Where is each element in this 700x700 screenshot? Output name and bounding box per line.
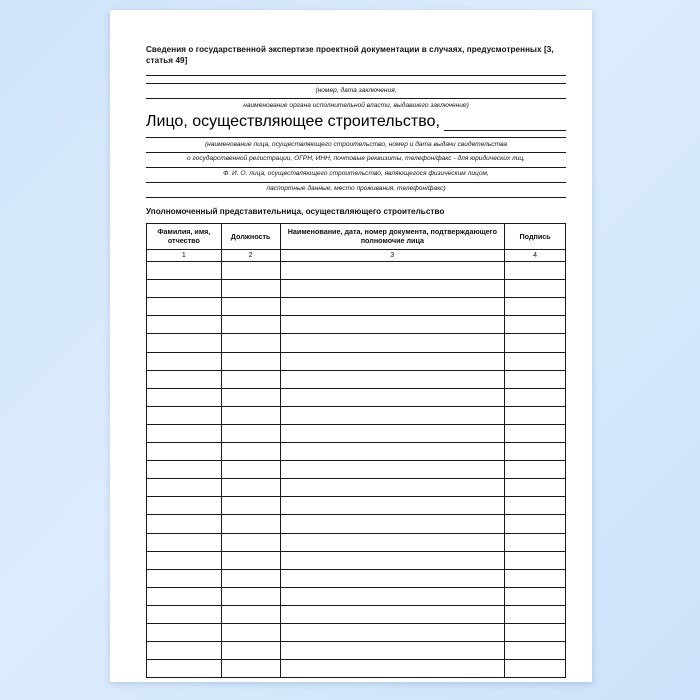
- caption-registration: о государственной регистрации, ОГРН, ИНН, почтовые реквизиты, телефон/факс - для юридических лиц,: [187, 155, 525, 163]
- document-content: [146, 44, 566, 672]
- fill-rule[interactable]: [146, 197, 566, 198]
- table-cell[interactable]: [147, 515, 222, 533]
- table-cell[interactable]: [280, 623, 505, 641]
- table-cell[interactable]: [147, 660, 222, 678]
- table-cell[interactable]: [147, 443, 222, 461]
- table-cell[interactable]: [280, 298, 505, 316]
- column-header-signature: Подпись: [505, 223, 566, 249]
- table-cell[interactable]: [147, 642, 222, 660]
- table-cell[interactable]: [505, 497, 566, 515]
- table-cell[interactable]: [221, 388, 280, 406]
- table-cell[interactable]: [147, 479, 222, 497]
- table-cell[interactable]: [505, 316, 566, 334]
- table-cell[interactable]: [505, 587, 566, 605]
- caption-passport-data: паспортные данные, место проживания, телефон/факс): [266, 185, 446, 193]
- expertise-field-1: [146, 75, 566, 113]
- table-cell[interactable]: [280, 406, 505, 424]
- table-cell[interactable]: [147, 370, 222, 388]
- column-number-3: 3: [280, 250, 505, 262]
- fill-rule[interactable]: [146, 75, 566, 76]
- table-cell[interactable]: [505, 515, 566, 533]
- table-row[interactable]: [147, 352, 566, 370]
- table-cell[interactable]: [505, 280, 566, 298]
- table-row[interactable]: [147, 388, 566, 406]
- table-cell[interactable]: [280, 533, 505, 551]
- table-cell[interactable]: [221, 352, 280, 370]
- table-cell[interactable]: [221, 334, 280, 352]
- table-cell[interactable]: [280, 569, 505, 587]
- table-cell[interactable]: [280, 280, 505, 298]
- table-row[interactable]: [147, 515, 566, 533]
- table-cell[interactable]: [280, 461, 505, 479]
- table-cell[interactable]: [221, 587, 280, 605]
- table-cell[interactable]: [280, 352, 505, 370]
- builder-entity-fill[interactable]: [444, 121, 566, 131]
- table-row[interactable]: [147, 334, 566, 352]
- table-header-row: [147, 223, 566, 249]
- table-cell[interactable]: [221, 515, 280, 533]
- table-row[interactable]: [147, 497, 566, 515]
- table-cell[interactable]: [505, 443, 566, 461]
- table-cell[interactable]: [221, 370, 280, 388]
- table-number-row: [147, 250, 566, 262]
- table-cell[interactable]: [221, 642, 280, 660]
- table-cell[interactable]: [221, 660, 280, 678]
- table-cell[interactable]: [147, 334, 222, 352]
- table-cell[interactable]: [147, 623, 222, 641]
- table-cell[interactable]: [505, 479, 566, 497]
- table-row[interactable]: [147, 642, 566, 660]
- table-row[interactable]: [147, 298, 566, 316]
- table-cell[interactable]: [505, 352, 566, 370]
- table-cell[interactable]: [505, 370, 566, 388]
- table-row[interactable]: [147, 406, 566, 424]
- caption-builder-name: (наименование лица, осуществляющего строительство, номер и дата выдачи свидетельства: [204, 140, 508, 148]
- table-cell[interactable]: [147, 424, 222, 442]
- table-cell[interactable]: [147, 388, 222, 406]
- table-row[interactable]: [147, 370, 566, 388]
- table-cell[interactable]: [147, 298, 222, 316]
- table-row[interactable]: [147, 461, 566, 479]
- table-row[interactable]: [147, 605, 566, 623]
- table-row[interactable]: [147, 660, 566, 678]
- representatives-table: [146, 223, 566, 679]
- table-cell[interactable]: [221, 298, 280, 316]
- table-cell[interactable]: [505, 569, 566, 587]
- builder-entity-row: [146, 113, 566, 131]
- section-heading: Уполномоченный представительница, осуществляющего строительство: [146, 206, 445, 216]
- table-cell[interactable]: [221, 443, 280, 461]
- table-row[interactable]: [147, 424, 566, 442]
- table-row[interactable]: [147, 262, 566, 280]
- table-row[interactable]: [147, 316, 566, 334]
- table-cell[interactable]: [221, 424, 280, 442]
- table-cell[interactable]: [147, 533, 222, 551]
- table-cell[interactable]: [221, 406, 280, 424]
- column-header-document: Наименование, дата, номер документа, подтверждающего полномочие лица: [280, 223, 505, 249]
- table-cell[interactable]: [505, 388, 566, 406]
- table-cell[interactable]: [147, 569, 222, 587]
- table-row[interactable]: [147, 623, 566, 641]
- table-cell[interactable]: [280, 479, 505, 497]
- table-cell[interactable]: [505, 660, 566, 678]
- table-cell[interactable]: [505, 298, 566, 316]
- table-cell[interactable]: [505, 533, 566, 551]
- table-cell[interactable]: [221, 605, 280, 623]
- table-cell[interactable]: [280, 388, 505, 406]
- table-cell[interactable]: [147, 551, 222, 569]
- table-cell[interactable]: [280, 334, 505, 352]
- table-cell[interactable]: [147, 497, 222, 515]
- table-row[interactable]: [147, 443, 566, 461]
- table-cell[interactable]: [280, 370, 505, 388]
- table-cell[interactable]: [221, 461, 280, 479]
- table-cell[interactable]: [221, 497, 280, 515]
- column-header-fullname: Фамилия, имя, отчество: [147, 223, 222, 249]
- table-cell[interactable]: [147, 262, 222, 280]
- table-cell[interactable]: [280, 316, 505, 334]
- table-cell[interactable]: [147, 280, 222, 298]
- table-cell[interactable]: [221, 280, 280, 298]
- table-cell[interactable]: [505, 642, 566, 660]
- table-cell[interactable]: [505, 461, 566, 479]
- table-cell[interactable]: [505, 334, 566, 352]
- builder-entity-details: [146, 137, 566, 198]
- caption-number-date: (номер, дата заключения,: [315, 86, 397, 94]
- table-row[interactable]: [147, 587, 566, 605]
- table-row[interactable]: [147, 280, 566, 298]
- table-cell[interactable]: [505, 262, 566, 280]
- table-cell[interactable]: [280, 605, 505, 623]
- table-cell[interactable]: [221, 623, 280, 641]
- caption-authority: наименование органа исполнительной власти, выдавшего заключение): [243, 101, 469, 109]
- table-cell[interactable]: [147, 461, 222, 479]
- column-header-position: Должность: [221, 223, 280, 249]
- table-cell[interactable]: [147, 605, 222, 623]
- table-cell[interactable]: [147, 316, 222, 334]
- table-cell[interactable]: [221, 479, 280, 497]
- table-cell[interactable]: [505, 623, 566, 641]
- table-cell[interactable]: [147, 406, 222, 424]
- column-number-2: 2: [221, 250, 280, 262]
- table-cell[interactable]: [280, 443, 505, 461]
- table-body: [147, 262, 566, 678]
- table-row[interactable]: [147, 551, 566, 569]
- table-cell[interactable]: [221, 551, 280, 569]
- table-cell[interactable]: [280, 660, 505, 678]
- page-title: Сведения о государственной экспертизе проектной документации в случаях, предусмотренных [3, статья 49]: [146, 45, 554, 66]
- table-cell[interactable]: [505, 551, 566, 569]
- table-cell[interactable]: [280, 587, 505, 605]
- table-cell[interactable]: [221, 569, 280, 587]
- table-cell[interactable]: [147, 352, 222, 370]
- column-number-1: 1: [147, 250, 222, 262]
- table-cell[interactable]: [221, 533, 280, 551]
- table-cell[interactable]: [280, 642, 505, 660]
- table-row[interactable]: [147, 569, 566, 587]
- table-cell[interactable]: [280, 515, 505, 533]
- table-cell[interactable]: [280, 424, 505, 442]
- table-row[interactable]: [147, 479, 566, 497]
- builder-entity-label: Лицо, осуществляющее строительство,: [146, 113, 440, 131]
- table-cell[interactable]: [221, 316, 280, 334]
- document-sheet: [110, 10, 592, 682]
- table-cell[interactable]: [505, 605, 566, 623]
- table-cell[interactable]: [505, 406, 566, 424]
- table-row[interactable]: [147, 533, 566, 551]
- caption-individual-name: Ф. И. О. лица, осуществляющего строительство, являющегося физическим лицом,: [223, 170, 489, 178]
- table-cell[interactable]: [221, 262, 280, 280]
- table-cell[interactable]: [280, 497, 505, 515]
- table-cell[interactable]: [280, 262, 505, 280]
- table-cell[interactable]: [280, 551, 505, 569]
- table-cell[interactable]: [505, 424, 566, 442]
- column-number-4: 4: [505, 250, 566, 262]
- table-cell[interactable]: [147, 587, 222, 605]
